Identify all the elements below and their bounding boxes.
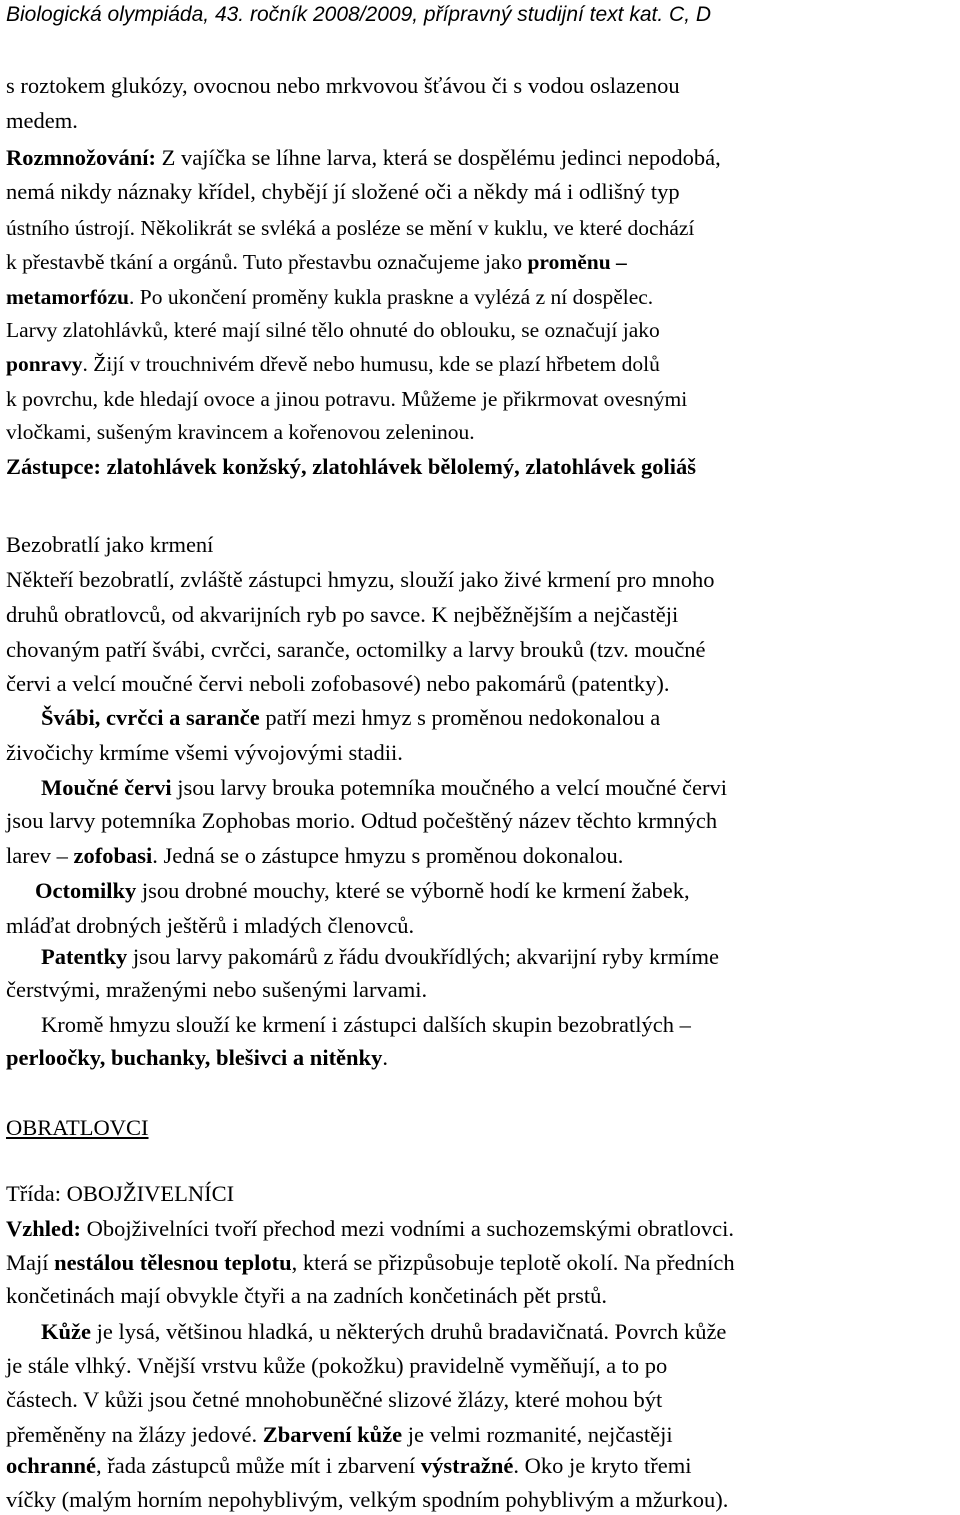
bold-text: Švábi, cvrčci a saranče — [41, 705, 260, 730]
text-line — [6, 635, 958, 665]
text-line — [6, 975, 958, 1005]
text-run: živočichy krmíme všemi vývojovými stadii. — [6, 740, 403, 765]
text-line — [6, 600, 958, 630]
text-line — [6, 1043, 958, 1073]
text-run: Někteří bezobratlí, zvláště zástupci hmyzu, slouží jako živé krmení pro mnoho — [6, 567, 715, 592]
text-line — [6, 530, 958, 560]
text-line — [6, 1420, 958, 1450]
bold-text: nestálou tělesnou teplotu — [54, 1250, 292, 1275]
text-run: patří mezi hmyz s proměnou nedokonalou a — [259, 705, 661, 730]
text-run: nemá nikdy náznaky křídel, chybějí jí složené oči a někdy má i odlišný typ — [6, 179, 680, 204]
bold-text: Vzhled: — [6, 1216, 81, 1241]
text-run: Obojživelníci tvoří přechod mezi vodními a suchozemskými obratlovci. — [81, 1216, 734, 1241]
text-run: částech. V kůži jsou četné mnohobuněčné slizové žlázy, které mohou být — [6, 1387, 663, 1412]
text-run: jsou drobné mouchy, které se výborně hodí ke krmení žabek, — [136, 878, 690, 903]
text-line — [6, 806, 958, 836]
bold-text: perloočky, buchanky, blešivci a nitěnky — [6, 1045, 383, 1070]
text-run: larev – — [6, 843, 74, 868]
bold-text: ochranné — [6, 1453, 96, 1478]
bold-text: metamorfózu — [6, 285, 129, 309]
bold-text: Rozmnožování: — [6, 145, 156, 170]
text-line — [6, 738, 958, 768]
text-line — [6, 1317, 960, 1347]
text-run: končetinách mají obvykle čtyři a na zadních končetinách pět prstů. — [6, 1283, 608, 1308]
text-line — [6, 452, 958, 482]
text-line — [6, 1113, 958, 1143]
text-line — [6, 1385, 958, 1415]
bold-text: Octomilky — [35, 878, 137, 903]
bold-text: Moučné červi — [41, 775, 172, 800]
text-line — [6, 1179, 958, 1209]
text-run: víčky (malým horním nepohyblivým, velkým spodním pohyblivým a mžurkou). — [6, 1487, 729, 1512]
text-line — [6, 911, 958, 941]
text-line — [6, 703, 960, 733]
text-line — [6, 315, 958, 345]
bold-text: Zbarvení kůže — [262, 1422, 403, 1447]
text-line — [6, 1248, 958, 1278]
text-line — [6, 876, 960, 906]
bold-text: Patentky — [41, 944, 128, 969]
text-run: Třída: OBOJŽIVELNÍCI — [6, 1181, 235, 1206]
text-run: mláďat drobných ještěrů i mladých členovců. — [6, 913, 415, 938]
running-header: Biologická olympiáda, 43. ročník 2008/2009, přípravný studijní text kat. C, D — [6, 3, 712, 26]
text-line — [6, 1351, 958, 1381]
text-line — [6, 247, 958, 277]
text-line — [6, 1214, 958, 1244]
text-line — [6, 282, 958, 312]
text-run: Mají — [6, 1250, 55, 1275]
text-run: vločkami, sušeným kravincem a kořenovou zeleninou. — [6, 420, 475, 444]
text-line — [6, 143, 958, 173]
text-run: . Žijí v trouchnivém dřevě nebo humusu, kde se plazí hřbetem dolů — [82, 352, 660, 376]
bold-text: zofobasi — [73, 843, 153, 868]
text-line — [6, 841, 958, 871]
text-run: přeměněny na žlázy jedové. — [6, 1422, 263, 1447]
section-heading: OBRATLOVCI — [6, 1115, 149, 1140]
text-run: Z vajíčka se líhne larva, která se dospělému jedinci nepodobá, — [156, 145, 721, 170]
text-run: jsou larvy brouka potemníka moučného a velcí moučné červi — [171, 775, 728, 800]
bold-text: Kůže — [41, 1319, 91, 1344]
text-line — [6, 669, 958, 699]
text-line — [6, 384, 958, 414]
text-run: . Oko je kryto třemi — [513, 1453, 692, 1478]
text-run: je stále vlhký. Vnější vrstvu kůže (pokožku) pravidelně vyměňují, a to po — [6, 1353, 668, 1378]
text-run: k povrchu, kde hledají ovoce a jinou potravu. Můžeme je přikrmovat ovesnými — [6, 387, 688, 411]
text-run: medem. — [6, 108, 78, 133]
bold-text: proměnu – — [527, 250, 627, 274]
text-run: ústního ústrojí. Několikrát se svléká a posléze se mění v kuklu, ve které dochází — [6, 216, 695, 240]
text-run: jsou larvy pakomárů z řádu dvoukřídlých; akvarijní ryby krmíme — [127, 944, 719, 969]
text-run: Bezobratlí jako krmení — [6, 532, 214, 557]
text-line — [6, 349, 958, 379]
text-run: Kromě hmyzu slouží ke krmení i zástupci dalších skupin bezobratlých – — [41, 1012, 691, 1037]
text-run: jsou larvy potemníka Zophobas morio. Odtud počeštěný název těchto krmných — [6, 808, 718, 833]
text-line — [6, 177, 958, 207]
text-run: s roztokem glukózy, ovocnou nebo mrkvovou šťávou či s vodou oslazenou — [6, 73, 680, 98]
text-run: čerstvými, mraženými nebo sušenými larvami. — [6, 977, 428, 1002]
text-run: . Jedná se o zástupce hmyzu s proměnou dokonalou. — [152, 843, 624, 868]
text-run: je velmi rozmanité, nejčastěji — [402, 1422, 673, 1447]
text-line — [6, 1485, 958, 1515]
text-run: . Po ukončení proměny kukla praskne a vylézá z ní dospělec. — [128, 285, 654, 309]
text-run: chovaným patří švábi, cvrčci, saranče, octomilky a larvy brouků (tzv. moučné — [6, 637, 706, 662]
text-run: , řada zástupců může mít i zbarvení — [96, 1453, 421, 1478]
text-run: Larvy zlatohlávků, které mají silné tělo ohnuté do oblouku, se označují jako — [6, 318, 660, 342]
text-line — [6, 106, 958, 136]
text-line — [6, 71, 958, 101]
bold-text: Zástupce: zlatohlávek konžský, zlatohlávek bělolemý, zlatohlávek goliáš — [6, 454, 697, 479]
text-line — [6, 1281, 958, 1311]
text-run: červi a velcí moučné červi neboli zofobasové) nebo pakomárů (patentky). — [6, 671, 670, 696]
bold-text: výstražné — [420, 1453, 514, 1478]
text-line — [6, 773, 960, 803]
text-run: je lysá, většinou hladká, u některých druhů bradavičnatá. Povrch kůže — [91, 1319, 727, 1344]
text-run: , která se přizpůsobuje teplotě okolí. Na předních — [291, 1250, 735, 1275]
text-line — [6, 213, 958, 243]
text-line — [6, 565, 958, 595]
bold-text: ponravy — [6, 352, 83, 376]
text-line — [6, 1010, 960, 1040]
text-run: k přestavbě tkání a orgánů. Tuto přestavbu označujeme jako — [6, 250, 528, 274]
text-run: . — [382, 1045, 388, 1070]
text-run: druhů obratlovců, od akvarijních ryb po savce. K nejběžnějším a nejčastěji — [6, 602, 679, 627]
text-line — [6, 417, 958, 447]
text-line — [6, 942, 960, 972]
text-line — [6, 1451, 958, 1481]
